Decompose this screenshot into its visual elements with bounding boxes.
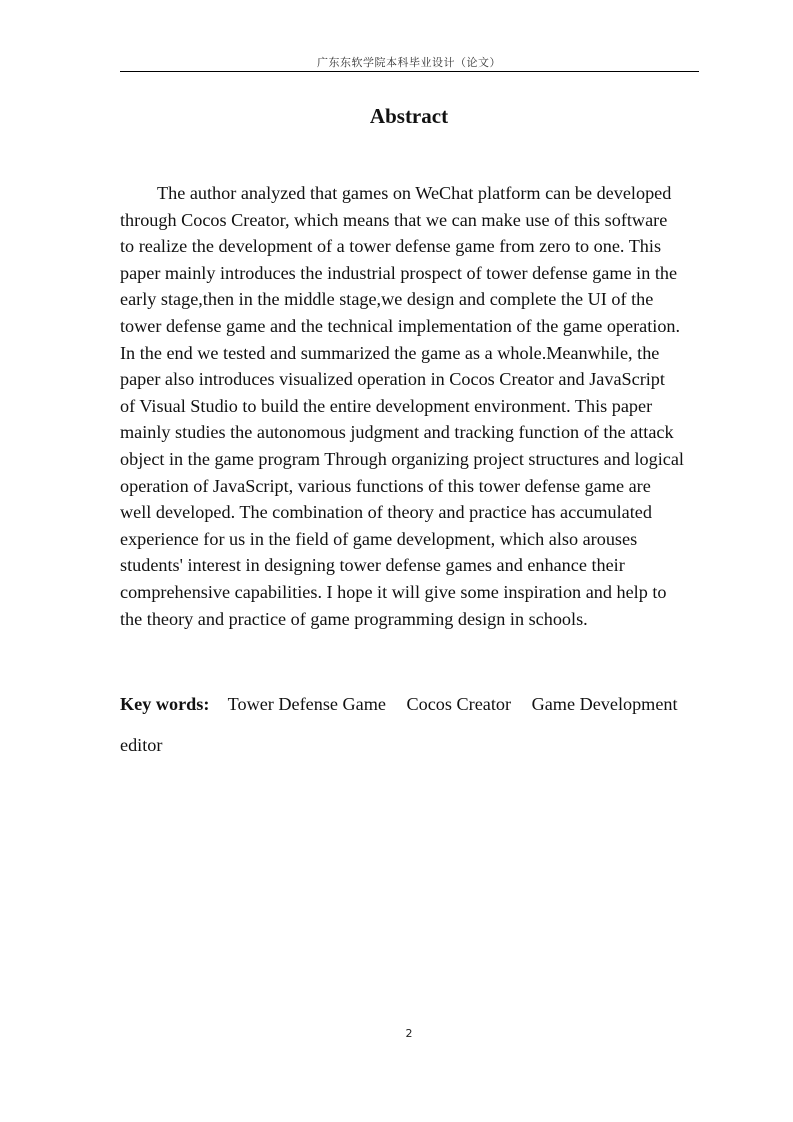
running-header: 广东东软学院本科毕业设计（论文） <box>317 56 501 69</box>
abstract-line: In the end we tested and summarized the game as a whole.Meanwhile, the <box>120 342 660 363</box>
keywords-line <box>120 684 720 725</box>
abstract-line: paper also introduces visualized operation in Cocos Creator and JavaScript <box>120 369 665 390</box>
abstract-line: mainly studies the autonomous judgment and tracking function of the attack <box>120 422 674 443</box>
abstract-line: tower defense game and the technical implementation of the game operation. <box>120 315 681 336</box>
abstract-line: well developed. The combination of theory and practice has accumulated <box>120 502 652 523</box>
abstract-line: of Visual Studio to build the entire development environment. This paper <box>120 395 653 416</box>
keywords-label: Key words: <box>120 694 210 714</box>
keyword-item: Cocos Creator <box>406 694 512 714</box>
abstract-line: the theory and practice of game programming design in schools. <box>120 608 588 629</box>
keyword-item: Tower Defense Game <box>227 694 386 714</box>
abstract-title: Abstract <box>369 104 449 128</box>
abstract-line: experience for us in the field of game development, which also arouses <box>120 528 638 549</box>
page-number: 2 <box>405 1027 413 1040</box>
keywords <box>120 684 720 766</box>
abstract-line: to realize the development of a tower defense game from zero to one. This <box>120 236 662 257</box>
header-rule <box>120 71 699 72</box>
abstract-line: students' interest in designing tower defense games and enhance their <box>120 555 625 576</box>
abstract-line: paper mainly introduces the industrial prospect of tower defense game in the <box>120 262 678 283</box>
keyword-item: Game Development <box>531 694 678 714</box>
abstract-line: through Cocos Creator, which means that we can make use of this software <box>120 209 668 230</box>
abstract-line: object in the game program Through organizing project structures and logical <box>120 448 684 469</box>
abstract-line: early stage,then in the middle stage,we design and complete the UI of the <box>120 289 654 310</box>
abstract-body <box>120 180 698 632</box>
keyword-item: editor <box>120 735 163 755</box>
abstract-line: comprehensive capabilities. I hope it will give some inspiration and help to <box>120 581 667 602</box>
abstract-line: The author analyzed that games on WeChat platform can be developed <box>157 183 672 203</box>
keywords-line <box>120 725 720 766</box>
abstract-line: operation of JavaScript, various functions of this tower defense game are <box>120 475 651 496</box>
